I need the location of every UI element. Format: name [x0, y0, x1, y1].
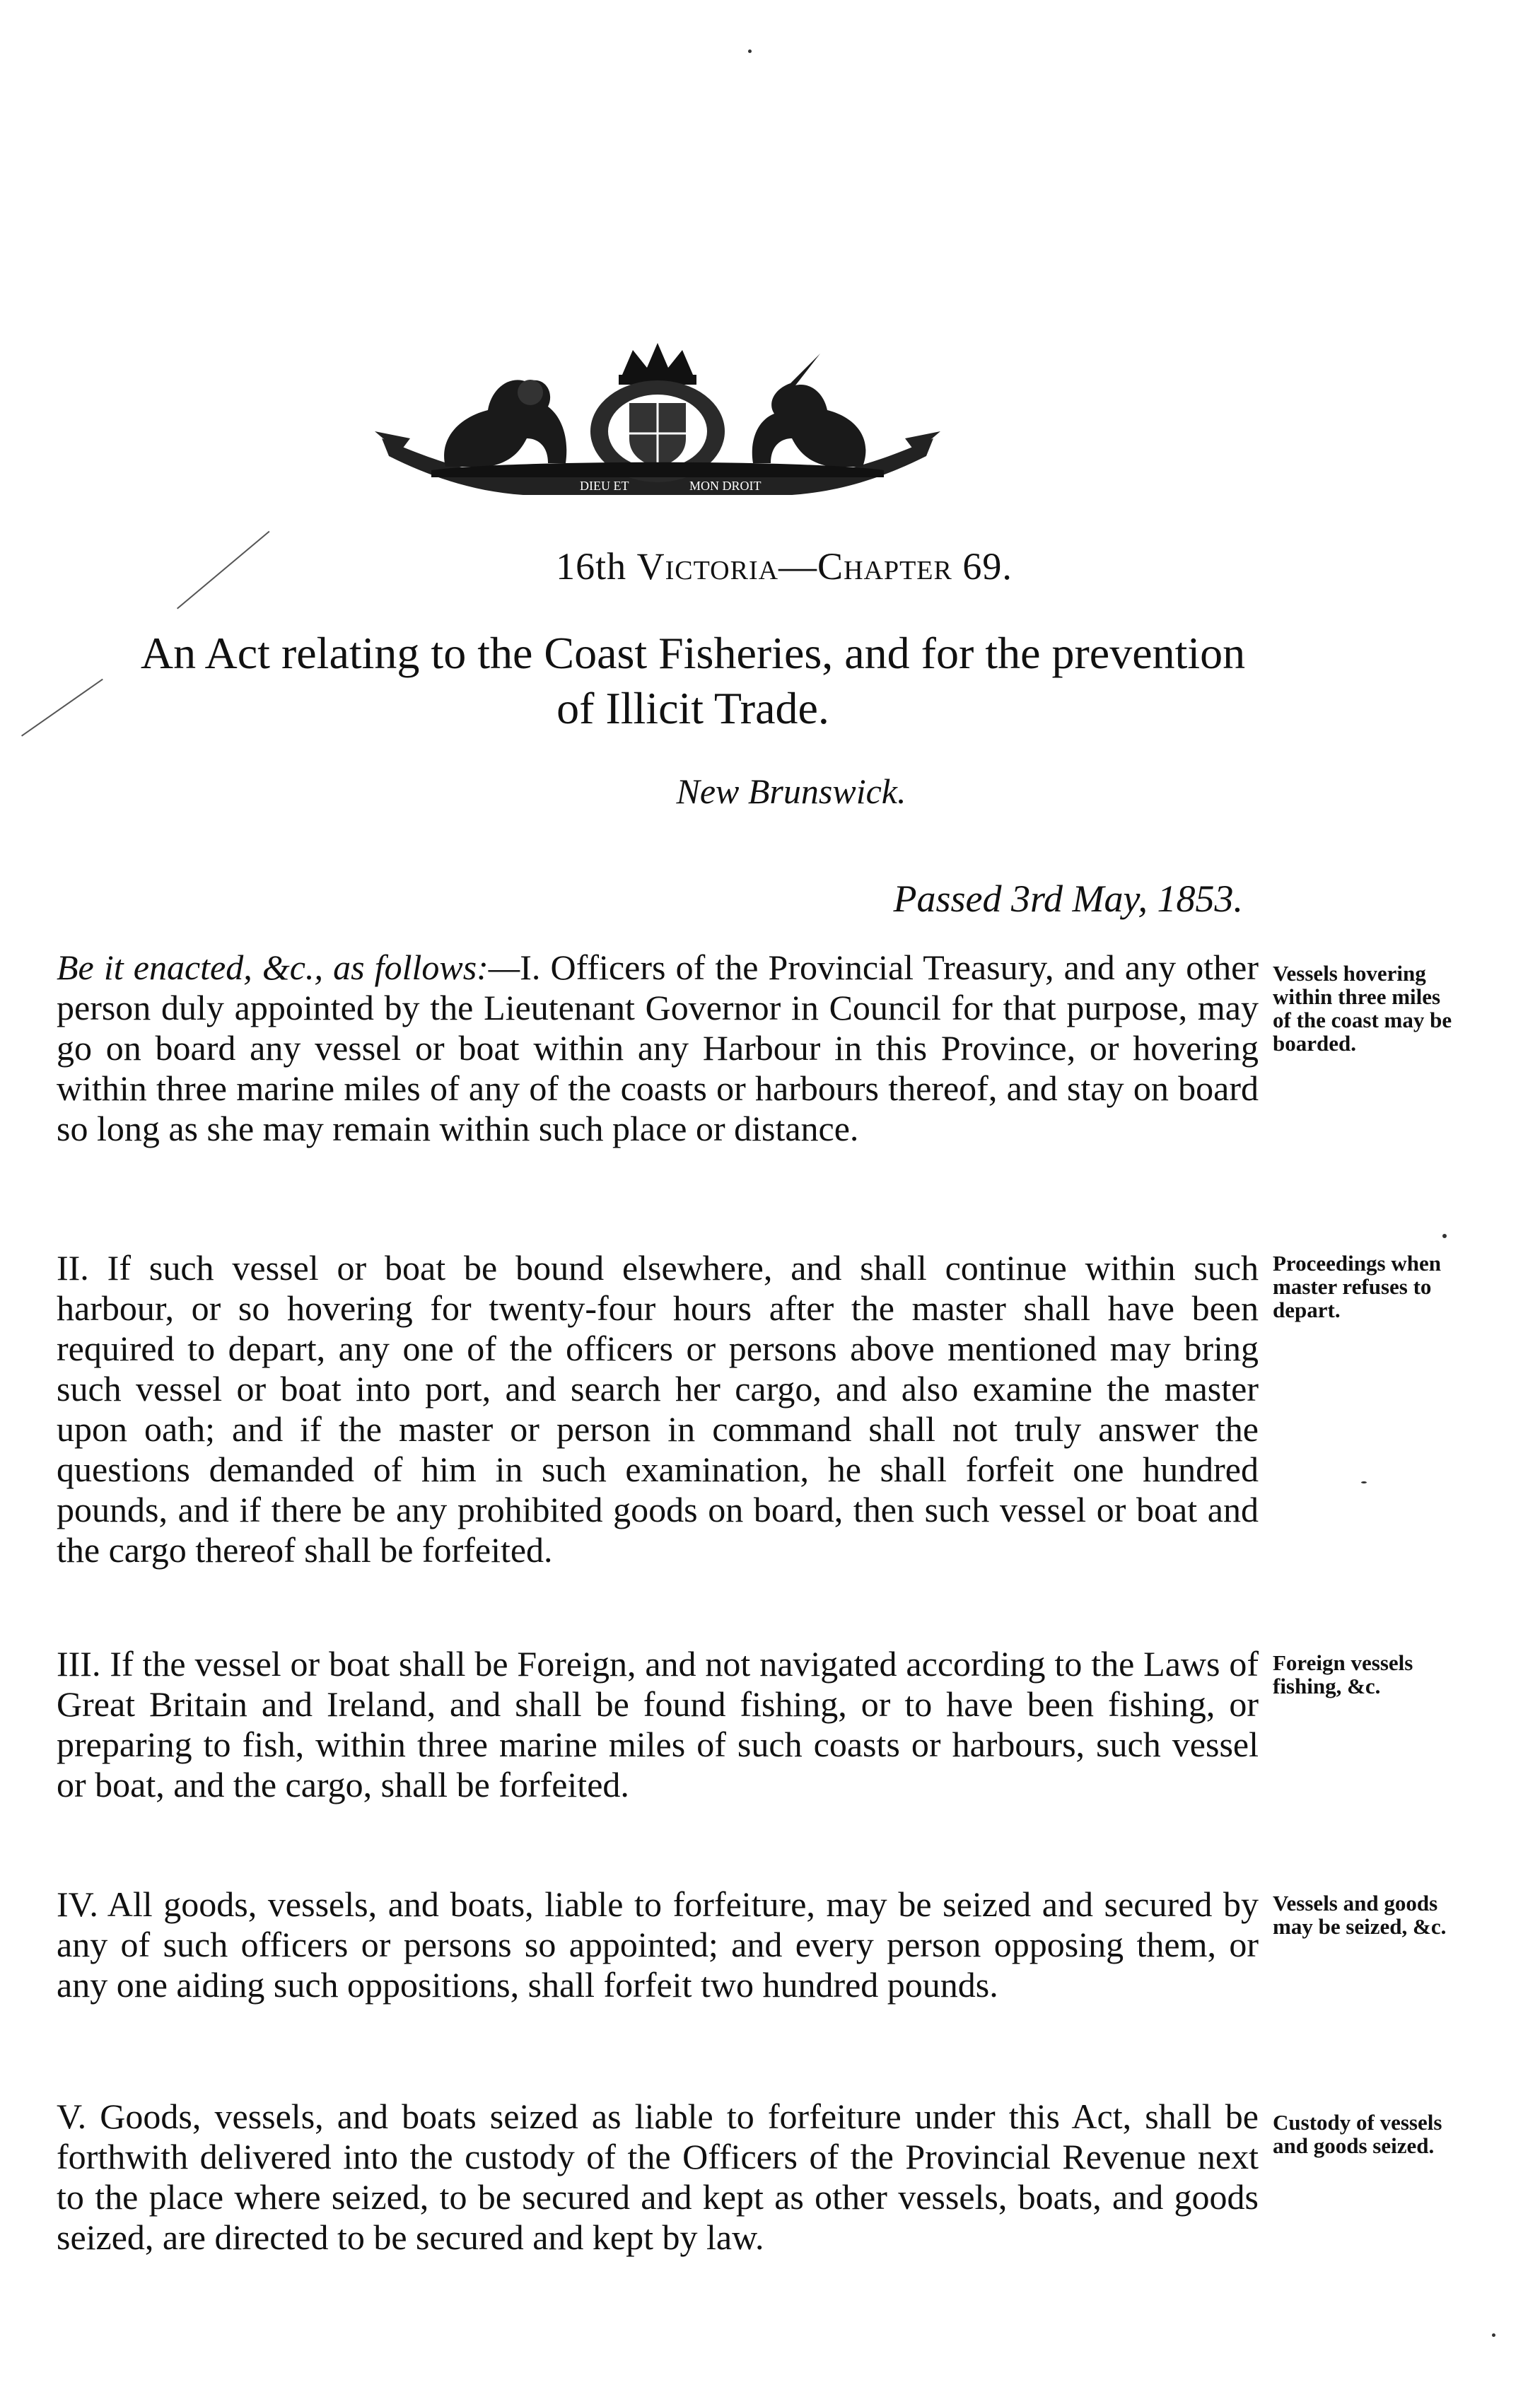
section-5	[57, 2097, 1259, 2258]
margin-note-5: Custody of vessels and goods seized.	[1273, 2110, 1442, 2158]
margin-note-1: Vessels hovering within three miles of the coast may be boarded.	[1273, 961, 1452, 1056]
margin-note-4: Vessels and goods may be seized, &c.	[1273, 1891, 1447, 1939]
act-title	[99, 626, 1287, 736]
scan-speck	[1442, 1234, 1447, 1238]
chapter-reference: Victoria—Chapter 69.	[636, 545, 1013, 588]
crest-motto-right: MON DROIT	[689, 479, 762, 493]
crest-motto-left: DIEU ET	[580, 479, 629, 493]
section-3	[57, 1644, 1259, 1805]
section-1-text: I. Officers of the Provincial Treasury, and any other person duly appointed by the Lieutenant Governor in Council for that purpose, may go on board any vessel or boat within any Harbour in this Province, or hovering within three marine miles of any of the coasts or harbours thereof, and stay on board so long as she may remain within such place or distance.	[57, 947, 1259, 1148]
section-2-text: II. If such vessel or boat be bound elsewhere, and shall continue within such harbour, or so hovering for twenty-four hours after the master shall have been required to depart, any one of the officers or persons above mentioned may bring such vessel or boat into port, and search her cargo, and also examine the master upon oath; and if the master or person in command shall not truly answer the questions demanded of him in such examination, he shall forfeit one hundred pounds, and if there be any prohibited goods on board, then such vessel or boat and the cargo thereof shall be forfeited.	[57, 1248, 1259, 1570]
chapter-heading	[0, 544, 1540, 588]
section-4	[57, 1884, 1259, 2005]
province-name: New Brunswick.	[676, 771, 906, 811]
section-4-text: IV. All goods, vessels, and boats, liable to forfeiture, may be seized and secured by any of such officers or persons so appointed; and every person opposing them, or any one aiding such oppositions, shall forfeit two hundred pounds.	[57, 1884, 1259, 2005]
passed-date: Passed 3rd May, 1853.	[893, 877, 1243, 920]
act-title-line1: An Act relating to the Coast Fisheries, and for the prevention	[140, 628, 1246, 678]
scan-speck	[1492, 2333, 1495, 2337]
margin-note-3: Foreign vessels fishing, &c.	[1273, 1650, 1413, 1698]
margin-note-2: Proceedings when master refuses to depart.	[1273, 1251, 1441, 1322]
section-1	[57, 947, 1259, 1149]
scan-mark-line	[21, 679, 103, 737]
chapter-prefix: 16th	[556, 545, 627, 588]
scan-speck	[748, 49, 752, 53]
section-2	[57, 1248, 1259, 1570]
scan-speck	[1361, 1481, 1367, 1483]
section-5-text: V. Goods, vessels, and boats seized as liable to forfeiture under this Act, shall be forthwith delivered into the custody of the Officers of the Provincial Revenue next to the place where seized, to be secured and kept as other vessels, boats, and goods seized, are directed to be secured and kept by law.	[57, 2097, 1259, 2257]
act-title-line2: of Illicit Trade.	[556, 683, 829, 733]
section-3-text: III. If the vessel or boat shall be Foreign, and not navigated according to the Laws of Great Britain and Ireland, and shall be found fishing, or to have been fishing, or preparing to fish, within three marine miles of such coasts or harbours, such vessel or boat, and the cargo, shall be forfeited.	[57, 1644, 1259, 1804]
enacting-clause: Be it enacted, &c., as follows:—	[57, 947, 520, 987]
royal-coat-of-arms-image	[368, 332, 947, 516]
